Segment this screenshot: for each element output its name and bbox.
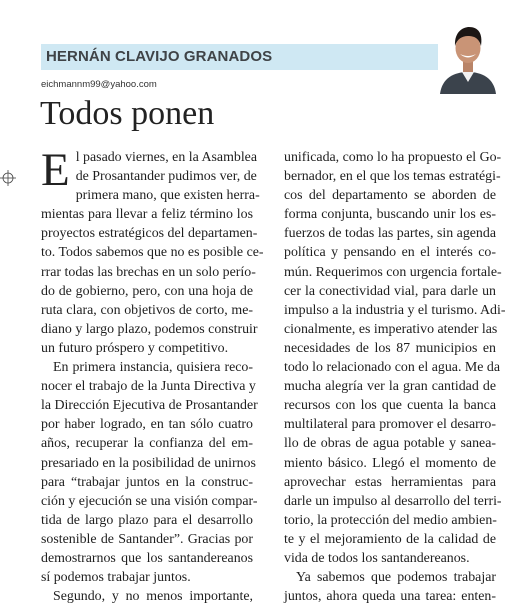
text-line: cos del departamento se aborden de — [284, 188, 496, 204]
text-line: diano y largo plazo, podemos construir — [41, 321, 258, 337]
text-line: fuerzos de todas las partes, sin agenda — [284, 226, 496, 242]
author-email: eichmannm99@yahoo.com — [41, 79, 157, 90]
author-photo — [438, 16, 498, 94]
text-line: nocer el trabajo de la Junta Directiva y — [41, 379, 256, 395]
text-line: para “trabajar juntos en la construc- — [41, 474, 253, 490]
text-line: todo lo relacionado con el agua. Me da — [284, 360, 500, 376]
text-line: Segundo, y no menos importante, — [53, 589, 253, 605]
text-line: impulso a la industria y el turismo. Adi- — [284, 302, 506, 318]
text-line: recursos con los que cuenta la banca — [284, 398, 496, 414]
text-line: proyectos estratégicos del departamen- — [41, 226, 258, 242]
text-line: cionalmente, es imperativo atender las — [284, 321, 498, 337]
text-line: juntos, ahora queda una tarea: enten- — [284, 589, 496, 605]
text-line: ción y ejecución se una visión compar- — [41, 493, 258, 509]
text-line: l pasado viernes, en la Asamblea — [75, 150, 258, 165]
text-line: tida de largo plazo para el desarrollo — [41, 512, 253, 528]
text-line: cer la conectividad vial, para darle un — [284, 283, 496, 299]
crop-mark-icon — [0, 170, 16, 186]
text-line: torio, la protección del medio ambien- — [284, 512, 497, 528]
text-line: la Dirección Ejecutiva de Prosantander — [41, 398, 258, 414]
text-line: mientas para llevar a feliz término los — [41, 207, 253, 223]
text-line: do de gobierno, pero, con una hoja de — [41, 283, 253, 299]
text-line: sostenible de Santander”. Gracias por — [41, 531, 253, 547]
author-name: HERNÁN CLAVIJO GRANADOS — [46, 48, 273, 65]
text-line: sí podemos trabajar juntos. — [41, 570, 191, 586]
text-line: miento básico. Llegó el momento de — [284, 455, 496, 471]
text-line: En primera instancia, quisiera reco- — [53, 360, 253, 376]
text-line: política y pensando en el interés co- — [284, 245, 496, 261]
text-line: primera mano, que existen herra- — [75, 188, 260, 204]
text-line: forma conjunta, buscando unir los es- — [284, 207, 496, 223]
text-line: de Prosantander pudimos ver, de — [75, 169, 257, 185]
text-line: bernador, en el que los temas estratégi- — [284, 169, 501, 185]
text-line: vida de todos los santandereanos. — [284, 550, 470, 566]
text-line: aprovechar estas herramientas para — [284, 474, 496, 490]
article-column-left — [41, 144, 264, 606]
text-line: Ya sabemos que podemos trabajar — [296, 570, 496, 586]
drop-cap: E — [41, 144, 70, 196]
text-line: años, recuperar la confianza del em- — [41, 436, 253, 452]
text-line: te y el mejoramiento de la calidad de — [284, 531, 496, 547]
text-line: ruta clara, con objetivos de corto, me- — [41, 302, 253, 318]
text-line: darle un impulso al desarrollo del terri- — [284, 493, 502, 509]
text-line: rrar todas las brechas en un solo perío- — [41, 264, 256, 280]
text-line: mucha alegría ver la gran cantidad de — [284, 379, 496, 395]
text-line: presariado en la posibilidad de unirnos — [41, 455, 256, 471]
text-line: por haber logrado, en tan sólo cuatro — [41, 417, 253, 433]
text-line: un futuro próspero y competitivo. — [41, 340, 229, 356]
text-line: llo de obras de agua potable y sanea- — [284, 436, 496, 452]
text-line: necesidades de los 87 municipios en — [284, 340, 496, 356]
text-line: multilateral para promover el desarro- — [284, 417, 496, 433]
text-line: demostrarnos que los santandereanos — [41, 550, 253, 566]
article-column-right — [284, 148, 506, 606]
article-title: Todos ponen — [40, 95, 215, 132]
text-line: unificada, como lo ha propuesto el Go- — [284, 150, 502, 165]
text-line: mún. Requerimos con urgencia fortale- — [284, 264, 502, 280]
text-line: to. Todos sabemos que no es posible ce- — [41, 245, 264, 261]
